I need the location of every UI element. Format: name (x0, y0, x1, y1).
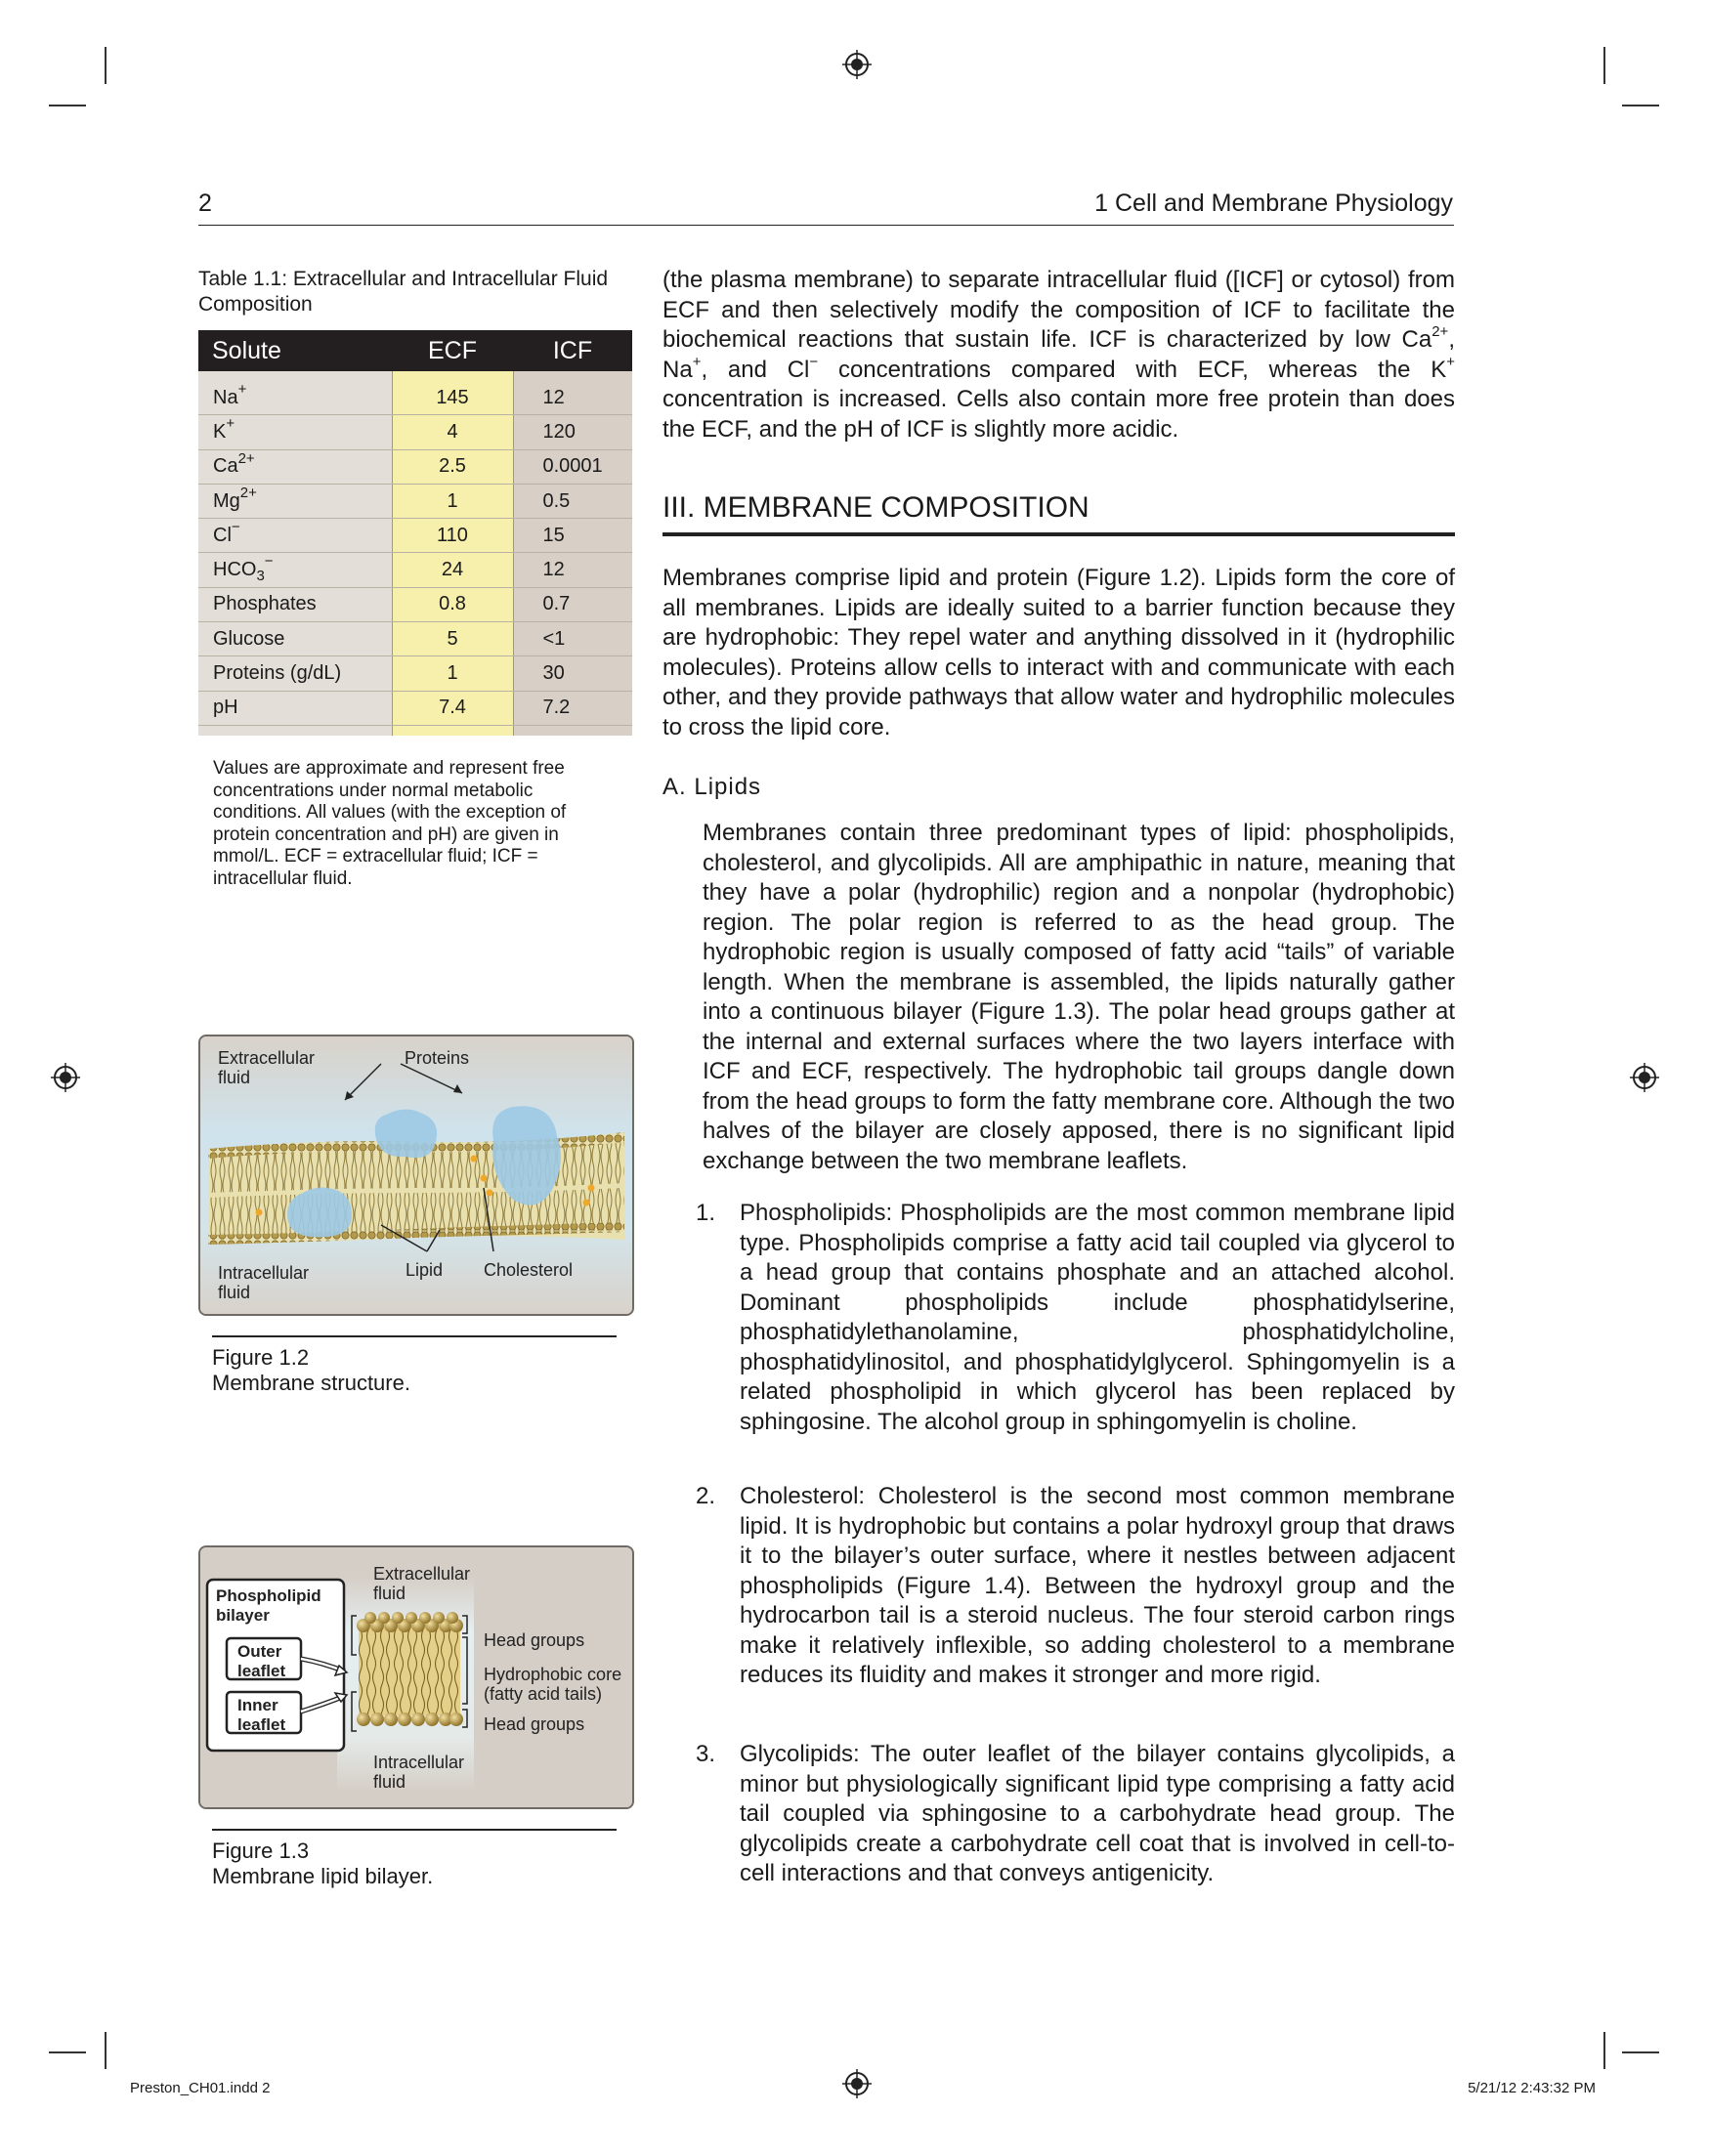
header-rule (198, 225, 1454, 226)
solute-cell: Glucose (198, 622, 392, 656)
solute-cell: $HCO_3^-$ (198, 553, 392, 587)
label-cholesterol: Cholesterol (484, 1260, 574, 1280)
registration-mark-icon (842, 50, 872, 79)
table-note: Values are approximate and represent free concentrations under normal metabolic conditions. All values (with the exception of protein concentration and pH) are given in mmol/L. ECF = extracellular fluid; ICF = intracellular fluid. (213, 758, 567, 889)
ecf-cell: 0.8 (392, 587, 513, 621)
label-outer-leaflet: Outer leaflet (237, 1642, 286, 1680)
label-intracellular-fluid: Intracellular fluid (218, 1263, 310, 1302)
table-row (198, 587, 632, 621)
label-head-groups-top: Head groups (484, 1630, 585, 1650)
icf-cell: 0.7 (513, 587, 632, 621)
label-hydrophobic-core: Hydrophobic core (fatty acid tails) (484, 1665, 622, 1704)
ecf-cell: 2.5 (392, 449, 513, 484)
section-heading: III. MEMBRANE COMPOSITION (662, 491, 1089, 524)
lipid-list-item: 3. Glycolipids: The outer leaflet of the bilayer contains glycolipids, a minor but physiologically significant lipid type comprising a fatty acid tail coupled via sphingosine to a carbohydrate head group. The glycolipids create a carbohydrate cell coat that is involved in cell-to-cell interactions and that conveys antigenicity. (696, 1741, 1455, 1886)
label-head-groups-bottom: Head groups (484, 1714, 585, 1734)
icf-cell: 7.2 (513, 691, 632, 725)
registration-mark-icon (1630, 1063, 1659, 1092)
figure-caption-rule (212, 1335, 617, 1337)
ecf-cell: 5 (392, 622, 513, 656)
ecf-cell: 145 (392, 381, 513, 415)
footer-file: Preston_CH01.indd 2 (130, 2080, 271, 2096)
column-header: ICF (513, 330, 632, 371)
table-row (198, 622, 632, 656)
icf-cell: 0.0001 (513, 449, 632, 484)
label-extracellular-fluid: Extracellular fluid (373, 1564, 471, 1603)
icf-cell: 12 (513, 553, 632, 587)
ecf-cell: 4 (392, 415, 513, 449)
solute-cell: K+ (198, 415, 392, 449)
label-intracellular-fluid: Intracellular fluid (373, 1753, 465, 1792)
icf-cell: 12 (513, 381, 632, 415)
ecf-cell: 1 (392, 484, 513, 518)
label-inner-leaflet: Inner leaflet (237, 1696, 286, 1734)
ecf-cell: 24 (392, 553, 513, 587)
solute-cell: $Mg^{2+}$ (198, 484, 392, 518)
crop-mark (1622, 2051, 1659, 2053)
column-header: ECF (392, 330, 513, 371)
registration-mark-icon (842, 2069, 872, 2098)
figure-caption-rule (212, 1829, 617, 1831)
figure-caption-text: Membrane structure. (212, 1371, 410, 1395)
table-row (198, 449, 632, 484)
solute-cell: Cl− (198, 519, 392, 553)
crop-mark (105, 2032, 107, 2069)
table-row (198, 415, 632, 449)
label-lipid: Lipid (406, 1260, 444, 1280)
table-row (198, 519, 632, 553)
table-row (198, 484, 632, 518)
subsection-heading: A. Lipids (662, 774, 762, 800)
footer-datetime: 5/21/12 2:43:32 PM (1468, 2080, 1596, 2096)
figure-lipid-bilayer (198, 1545, 634, 1809)
section-heading-rule (662, 532, 1455, 536)
solute-cell: Na+ (198, 381, 392, 415)
label-proteins: Proteins (405, 1048, 470, 1068)
solute-cell: Proteins (g/dL) (198, 656, 392, 691)
intro-paragraph: (the plasma membrane) to separate intracellular fluid ([ICF] or cytosol) from ECF and then selectively modify the composition of ICF to facilitate the biochemical reactions that sustain life. ICF is characterized by low $Ca^{2+}$, Na+, and Cl− concentrations compared with ECF, whereas the K+ concentration is increased. Cells also contain more free protein than does the ECF, and the pH of ICF is slightly more acidic. (662, 267, 1456, 443)
table-row (198, 553, 632, 587)
solute-cell: Phosphates (198, 587, 392, 621)
registration-mark-icon (51, 1063, 80, 1092)
label-extracellular-fluid: Extracellular fluid (218, 1048, 316, 1087)
page-number: 2 (198, 190, 212, 217)
solute-table (198, 330, 632, 736)
section-paragraph: Membranes comprise lipid and protein (Figure 1.2). Lipids form the core of all membranes. Lipids are ideally suited to a barrier function because they are hydrophobic: They repel water and anything dissolved in it (hydrophilic molecules). Proteins allow cells to interact with and communicate with each other, and they provide pathways that allow water and hydrophilic molecules to cross the lipid core. (662, 565, 1455, 740)
ecf-cell: 110 (392, 519, 513, 553)
solute-cell: $Ca^{2+}$ (198, 449, 392, 484)
icf-cell: 30 (513, 656, 632, 691)
icf-cell: <1 (513, 622, 632, 656)
ecf-cell: 1 (392, 656, 513, 691)
figure-caption-title: Figure 1.3 (212, 1839, 310, 1863)
crop-mark (49, 105, 86, 106)
lipid-list-item: 2. Cholesterol: Cholesterol is the second most common membrane lipid. It is hydrophobic but contains a polar hydroxyl group that draws it to the bilayer’s outer surface, where it nestles between adjacent phospholipids (Figure 1.4). Between the hydroxyl group and the hydrocarbon tail is a steroid nucleus. The four steroid carbon rings make it relatively inflexible, so adding cholesterol to a membrane reduces its fluidity and makes it stronger and more rigid. (696, 1483, 1455, 1688)
ecf-cell: 7.4 (392, 691, 513, 725)
table-row (198, 656, 632, 691)
crop-mark (1622, 105, 1659, 106)
solute-cell: pH (198, 691, 392, 725)
table-row (198, 691, 632, 725)
figure-caption-text: Membrane lipid bilayer. (212, 1864, 434, 1888)
column-header: Solute (198, 330, 392, 371)
figure-caption-title: Figure 1.2 (212, 1345, 310, 1370)
lipid-list-item: 1. Phospholipids: Phospholipids are the most common membrane lipid type. Phospholipids comprise a fatty acid tail coupled via glycerol to a head group that contains phosphate and an attached alcohol. Dominant phospholipids include phosphatidylserine, phosphatidylethanolamine, phosphatidylcholine, phosphatidylinositol, and phosphatidylglycerol. Sphingomyelin is a related phospholipid in which glycerol has been replaced by sphingosine. The alcohol group in sphingomyelin is choline. (696, 1200, 1455, 1435)
crop-mark (1603, 47, 1605, 84)
subsection-paragraph: Membranes contain three predominant types of lipid: phospholipids, cholesterol, and glycolipids. All are amphipathic in nature, meaning that they have a polar (hydrophilic) region and a nonpolar (hydrophobic) region. The polar region is referred to as the head group. The hydrophobic region is usually composed of fatty acid “tails” of variable length. When the membrane is assembled, the lipids naturally gather into a continuous bilayer (Figure 1.3). The polar head groups gather at the internal and external surfaces where the two layers interface with ICF and ECF, respectively. The hydrophobic tail groups dangle down from the head groups to form the fatty membrane core. Although the two halves of the bilayer are closely apposed, there is no significant lipid exchange between the two membrane leaflets. (703, 820, 1455, 1174)
crop-mark (1603, 2032, 1605, 2069)
label-phospholipid-bilayer: Phospholipid bilayer (216, 1586, 321, 1625)
icf-cell: 0.5 (513, 484, 632, 518)
table-row (198, 381, 632, 415)
crop-mark (105, 47, 107, 84)
chapter-title: 1 Cell and Membrane Physiology (1094, 190, 1453, 217)
icf-cell: 15 (513, 519, 632, 553)
crop-mark (49, 2051, 86, 2053)
figure-membrane-structure (198, 1035, 634, 1316)
table-caption: Table 1.1: Extracellular and Intracellular Fluid Composition (198, 268, 609, 316)
icf-cell: 120 (513, 415, 632, 449)
